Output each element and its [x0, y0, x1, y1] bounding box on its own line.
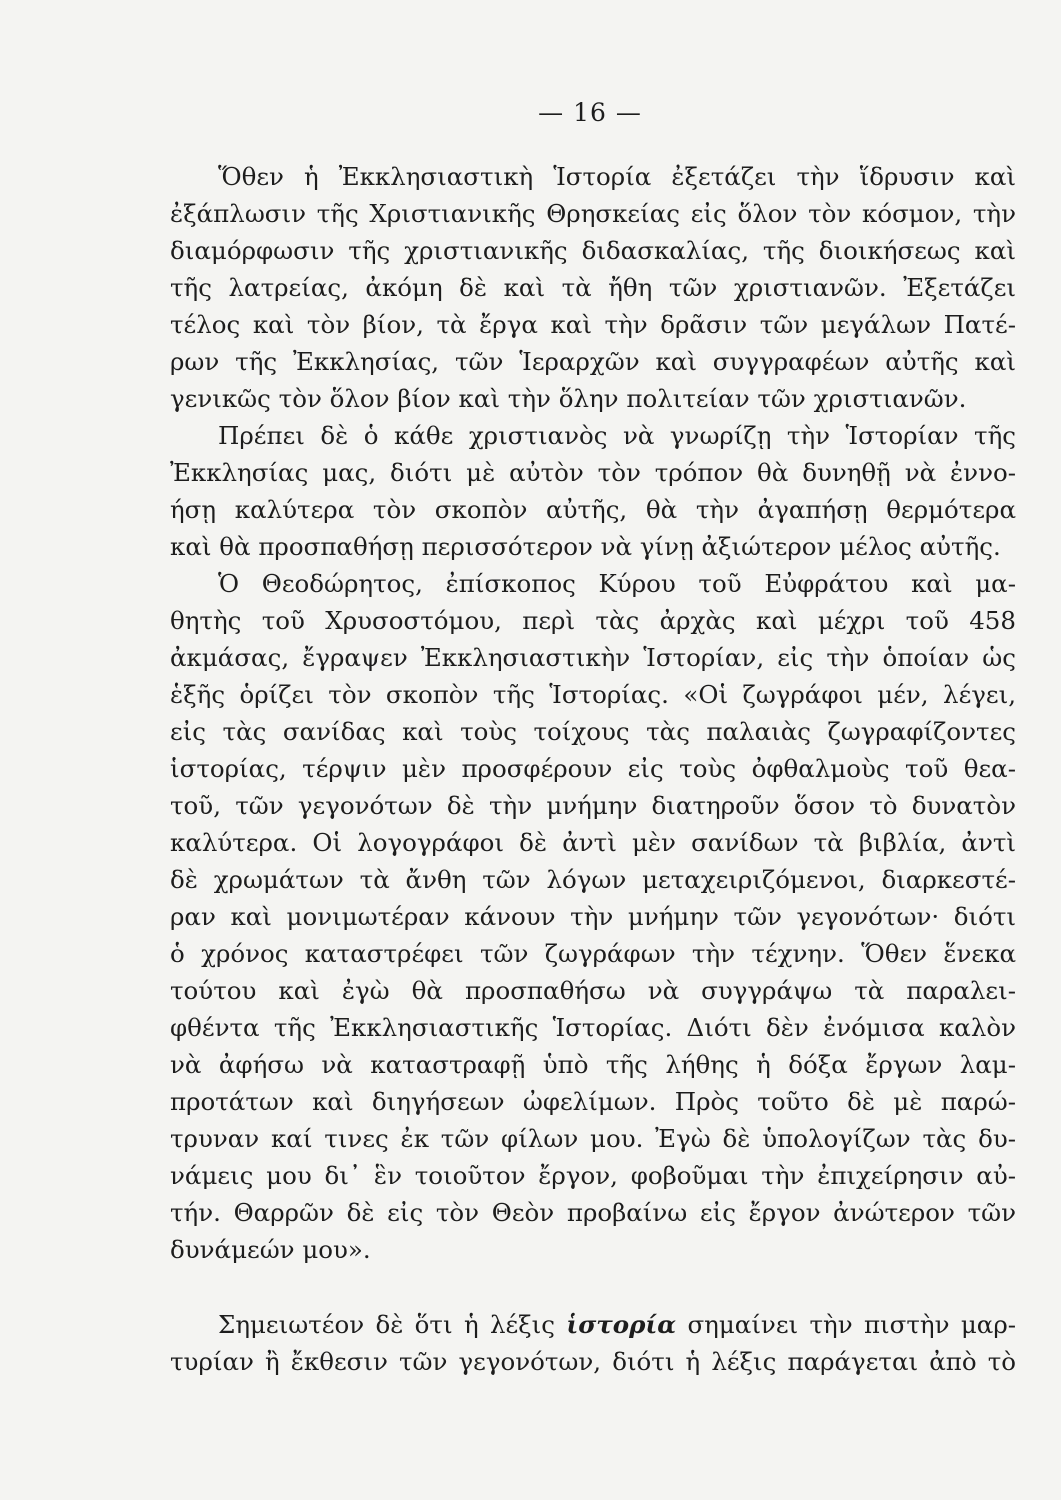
text-line: ἱστορίας, τέρψιν μὲν προσφέρουν εἰς τοὺς ὀφθαλμοὺς τοῦ θεα-	[170, 754, 1016, 783]
emphasized-word: ἱστορία	[566, 1310, 677, 1339]
text-line: τυρίαν ἢ ἔκθεσιν τῶν γεγονότων, διότι ἡ λέξις παράγεται ἀπὸ τὸ	[170, 1347, 1016, 1376]
text-line: δὲ χρωμάτων τὰ ἄνθη τῶν λόγων μεταχειριζόμενοι, διαρκεστέ-	[170, 865, 1016, 894]
text-line: ἀκμάσας, ἔγραψεν Ἐκκλησιαστικὴν Ἱστορίαν, εἰς τὴν ὁποίαν ὡς	[170, 643, 1016, 672]
text-line: ἑξῆς ὁρίζει τὸν σκοπὸν τῆς Ἱστορίας. «Οἱ ζωγράφοι μέν, λέγει,	[170, 680, 1016, 709]
text-fragment: σημαίνει τὴν πιστὴν μαρ-	[676, 1310, 1016, 1339]
text-line: ὁ χρόνος καταστρέφει τῶν ζωγράφων τὴν τέχνην. Ὅθεν ἕνεκα	[170, 939, 1016, 968]
text-line	[170, 1306, 1016, 1343]
text-line: δυνάμεών μου».	[170, 1235, 371, 1264]
text-line: διαμόρφωσιν τῆς χριστιανικῆς διδασκαλίας, τῆς διοικήσεως καὶ	[170, 236, 1016, 265]
paragraph-2	[170, 417, 1016, 565]
text-line: Ἐκκλησίας μας, διότι μὲ αὐτὸν τὸν τρόπον θὰ δυνηθῇ νὰ ἐννο-	[170, 458, 1016, 487]
text-line: ἐξάπλωσιν τῆς Χριστιανικῆς Θρησκείας εἰς ὅλον τὸν κόσμον, τὴν	[170, 199, 1016, 228]
text-line: νάμεις μου δι᾽ ἓν τοιοῦτον ἔργον, φοβοῦμαι τὴν ἐπιχείρησιν αὐ-	[170, 1161, 1016, 1190]
text-line: θητὴς τοῦ Χρυσοστόμου, περὶ τὰς ἀρχὰς καὶ μέχρι τοῦ 458	[170, 606, 1016, 635]
text-line: τρυναν καί τινες ἐκ τῶν φίλων μου. Ἐγὼ δὲ ὑπολογίζων τὰς δυ-	[170, 1124, 1016, 1153]
text-line: τούτου καὶ ἐγὼ θὰ προσπαθήσω νὰ συγγράψω τὰ παραλει-	[170, 976, 1016, 1005]
text-line: φθέντα τῆς Ἐκκλησιαστικῆς Ἱστορίας. Διότι δὲν ἐνόμισα καλὸν	[170, 1013, 1016, 1042]
text-line: καλύτερα. Οἱ λογογράφοι δὲ ἀντὶ μὲν σανίδων τὰ βιβλία, ἀντὶ	[170, 828, 1016, 857]
paragraph-1	[170, 158, 1016, 417]
text-line: προτάτων καὶ διηγήσεων ὠφελίμων. Πρὸς τοῦτο δὲ μὲ παρώ-	[170, 1087, 1016, 1116]
page-number: — 16 —	[538, 98, 642, 127]
text-line: νὰ ἀφήσω νὰ καταστραφῇ ὑπὸ τῆς λήθης ἡ δόξα ἔργων λαμ-	[170, 1050, 1016, 1079]
text-line: εἰς τὰς σανίδας καὶ τοὺς τοίχους τὰς παλαιὰς ζωγραφίζοντες	[170, 717, 1016, 746]
text-line: ρων τῆς Ἐκκλησίας, τῶν Ἱεραρχῶν καὶ συγγραφέων αὐτῆς καὶ	[170, 347, 1016, 376]
text-line: Ὅθεν ἡ Ἐκκλησιαστικὴ Ἱστορία ἐξετάζει τὴν ἵδρυσιν καὶ	[218, 162, 1016, 191]
text-line: Ὁ Θεοδώρητος, ἐπίσκοπος Κύρου τοῦ Εὐφράτου καὶ μα-	[218, 569, 1016, 598]
text-line: τῆς λατρείας, ἀκόμη δὲ καὶ τὰ ἤθη τῶν χριστιανῶν. Ἐξετάζει	[170, 273, 1016, 302]
text-line: γενικῶς τὸν ὅλον βίον καὶ τὴν ὅλην πολιτείαν τῶν χριστιανῶν.	[170, 384, 967, 413]
paragraph-4	[170, 1306, 1016, 1380]
paragraph-3	[170, 565, 1016, 1268]
text-line: Πρέπει δὲ ὁ κάθε χριστιανὸς νὰ γνωρίζῃ τὴν Ἱστορίαν τῆς	[218, 421, 1016, 450]
text-line: καὶ θὰ προσπαθήσῃ περισσότερον νὰ γίνῃ ἀξιώτερον μέλος αὐτῆς.	[170, 532, 1001, 561]
text-line: τέλος καὶ τὸν βίον, τὰ ἔργα καὶ τὴν δρᾶσιν τῶν μεγάλων Πατέ-	[170, 310, 1016, 339]
text-line: τοῦ, τῶν γεγονότων δὲ τὴν μνήμην διατηροῦν ὅσον τὸ δυνατὸν	[170, 791, 1016, 820]
text-fragment: Σημειωτέον δὲ ὅτι ἡ λέξις	[218, 1310, 567, 1339]
text-line: τήν. Θαρρῶν δὲ εἰς τὸν Θεὸν προβαίνω εἰς ἔργον ἀνώτερον τῶν	[170, 1198, 1016, 1227]
text-line: ραν καὶ μονιμωτέραν κάνουν τὴν μνήμην τῶν γεγονότων· διότι	[170, 902, 1016, 931]
text-line: ήσῃ καλύτερα τὸν σκοπὸν αὐτῆς, θὰ τὴν ἀγαπήσῃ θερμότερα	[170, 495, 1016, 524]
